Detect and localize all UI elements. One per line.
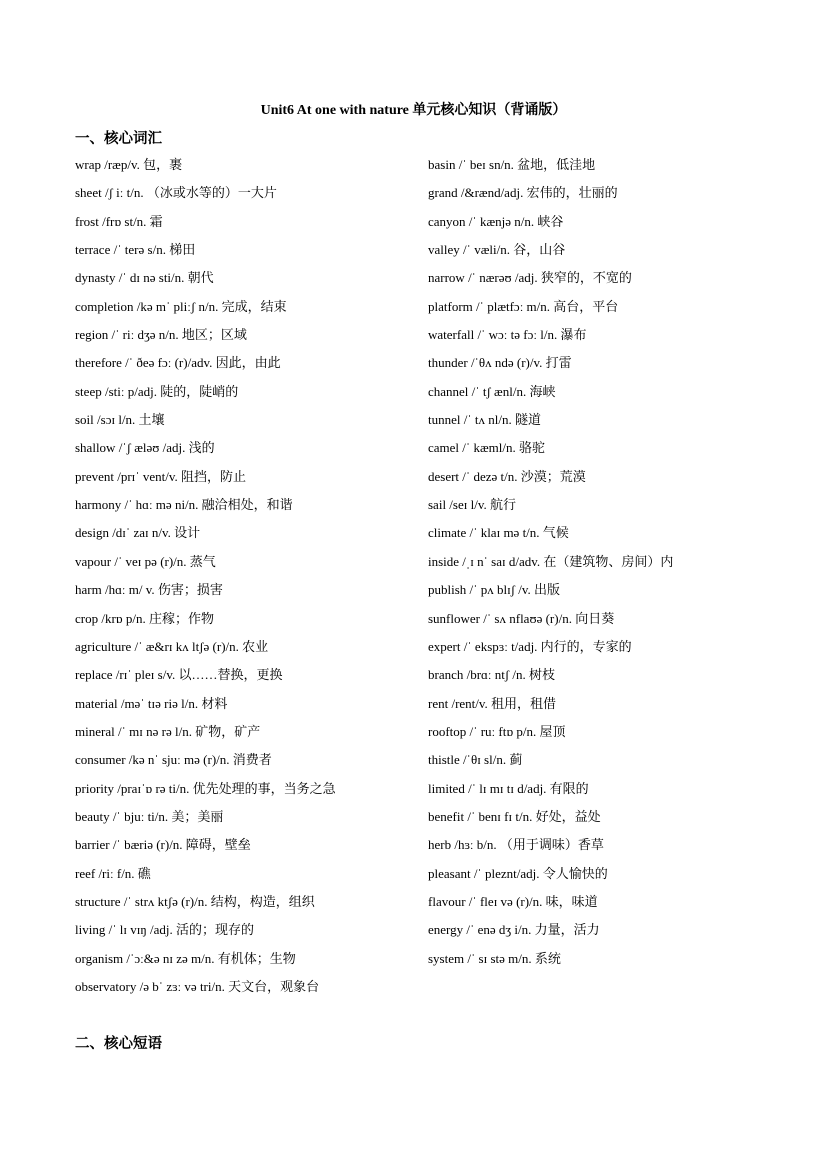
vocab-entry: observatory /ə bˈ zɜː və tri/n. 天文台，观象台 [75,978,320,994]
vocab-entry: grand /&rænd/adj. 宏伟的，壮丽的 [428,185,618,201]
vocab-entry: soil /sɔɪ l/n. 土壤 [75,412,165,428]
vocab-entry: crop /krɒ p/n. 庄稼；作物 [75,610,214,626]
vocab-entry: wrap /ræp/v. 包，裹 [75,157,183,172]
vocab-entry: material /məˈ tɪə riə l/n. 材料 [75,695,228,711]
vocab-entry: beauty /ˈ bjuː ti/n. 美；美丽 [75,808,224,824]
vocab-entry: agriculture /ˈ æ&rɪ kʌ ltʃə (r)/n. 农业 [75,638,269,654]
vocab-entry: branch /brɑː ntʃ /n. 树枝 [428,667,556,683]
vocab-entry: flavour /ˈ fleɪ və (r)/n. 味，味道 [428,893,598,909]
vocab-entry: shallow /ˈʃ æləʊ /adj. 浅的 [75,440,215,456]
vocab-entry: pleasant /ˈ pleznt/adj. 令人愉快的 [428,865,608,881]
vocab-entry: living /ˈ lɪ vɪŋ /adj. 活的；现存的 [75,922,255,938]
vocab-entry: limited /ˈ lɪ mɪ tɪ d/adj. 有限的 [428,780,589,796]
vocab-entry: channel /ˈ tʃ ænl/n. 海峡 [428,383,556,399]
vocab-entry: design /dɪˈ zaɪ n/v. 设计 [75,525,201,541]
vocab-entry: rooftop /ˈ ruː ftɒ p/n. 屋顶 [428,723,566,739]
vocab-column-right [428,155,818,977]
vocab-entry: expert /ˈ ekspɜː t/adj. 内行的，专家的 [428,638,632,654]
section-heading-vocabulary: 一、核心词汇 [75,131,162,147]
vocab-entry: steep /stiː p/adj. 陡的，陡峭的 [75,383,239,399]
vocab-entry: herb /hɜː b/n. （用于调味）香草 [428,837,604,853]
vocab-entry: frost /frɒ st/n. 霜 [75,213,163,229]
vocab-entry: waterfall /ˈ wɔː tə fɔː l/n. 瀑布 [428,327,587,343]
vocab-entry: priority /praɪˈɒ rə ti/n. 优先处理的事，当务之急 [75,780,336,796]
vocab-entry: system /ˈ sɪ stə m/n. 系统 [428,950,561,966]
vocab-entry: thunder /ˈθʌ ndə (r)/v. 打雷 [428,355,572,371]
vocab-entry: prevent /prɪˈ vent/v. 阻挡，防止 [75,468,247,484]
vocab-entry: thistle /ˈθɪ sl/n. 蓟 [428,752,523,768]
vocab-entry: vapour /ˈ veɪ pə (r)/n. 蒸气 [75,553,216,569]
vocab-entry: reef /riː f/n. 礁 [75,865,151,881]
vocab-entry: rent /rent/v. 租用，租借 [428,695,557,711]
vocab-entry: replace /rɪˈ pleɪ s/v. 以……替换，更换 [75,667,283,683]
vocab-entry: organism /ˈɔː&ə nɪ zə m/n. 有机体；生物 [75,950,296,966]
vocab-entry: canyon /ˈ kænjə n/n. 峡谷 [428,213,564,229]
page-title: Unit6 At one with nature 单元核心知识（背诵版） [260,103,567,118]
vocab-entry: sunflower /ˈ sʌ nflaʊə (r)/n. 向日葵 [428,610,615,626]
vocab-entry: completion /kə mˈ pliːʃ n/n. 完成，结束 [75,298,287,314]
vocab-entry: terrace /ˈ terə s/n. 梯田 [75,242,196,258]
vocab-entry: sail /seɪ l/v. 航行 [428,497,516,513]
vocab-entry: climate /ˈ klaɪ mə t/n. 气候 [428,525,569,541]
vocab-entry: mineral /ˈ mɪ nə rə l/n. 矿物，矿产 [75,723,261,739]
vocab-entry: benefit /ˈ benɪ fɪ t/n. 好处，益处 [428,808,601,824]
vocab-entry: sheet /ʃ iː t/n. （冰或水等的）一大片 [75,185,277,201]
vocab-entry: tunnel /ˈ tʌ nl/n. 隧道 [428,412,542,428]
vocab-entry: platform /ˈ plætfɔː m/n. 高台，平台 [428,298,619,314]
section-heading-phrases: 二、核心短语 [75,1036,162,1052]
vocab-entry: barrier /ˈ bæriə (r)/n. 障碍，壁垒 [75,837,251,853]
vocab-entry: dynasty /ˈ dɪ nə sti/n. 朝代 [75,270,214,286]
vocab-entry: narrow /ˈ nærəʊ /adj. 狭窄的，不宽的 [428,270,632,286]
vocab-entry: harmony /ˈ hɑː mə ni/n. 融洽相处，和谐 [75,497,293,513]
vocab-entry: structure /ˈ strʌ ktʃə (r)/n. 结构，构造，组织 [75,893,315,909]
vocab-entry: inside /ˌɪ nˈ saɪ d/adv. 在（建筑物、房间）内 [428,553,674,569]
vocab-entry: desert /ˈ dezə t/n. 沙漠；荒漠 [428,468,586,484]
vocab-entry: region /ˈ riː dʒə n/n. 地区；区域 [75,327,247,343]
vocab-entry: consumer /kə nˈ sjuː mə (r)/n. 消费者 [75,752,272,768]
vocab-entry: valley /ˈ væli/n. 谷，山谷 [428,242,566,258]
vocab-column-left [75,155,420,1005]
vocab-entry: therefore /ˈ ðeə fɔː (r)/adv. 因此，由此 [75,355,281,371]
vocab-entry: camel /ˈ kæml/n. 骆驼 [428,440,545,456]
vocab-entry: publish /ˈ pʌ blɪʃ /v. 出版 [428,582,561,598]
vocab-entry: basin /ˈ beɪ sn/n. 盆地，低洼地 [428,157,596,172]
vocab-entry: harm /hɑː m/ v. 伤害；损害 [75,582,223,598]
vocab-entry: energy /ˈ enə dʒ i/n. 力量，活力 [428,922,600,938]
